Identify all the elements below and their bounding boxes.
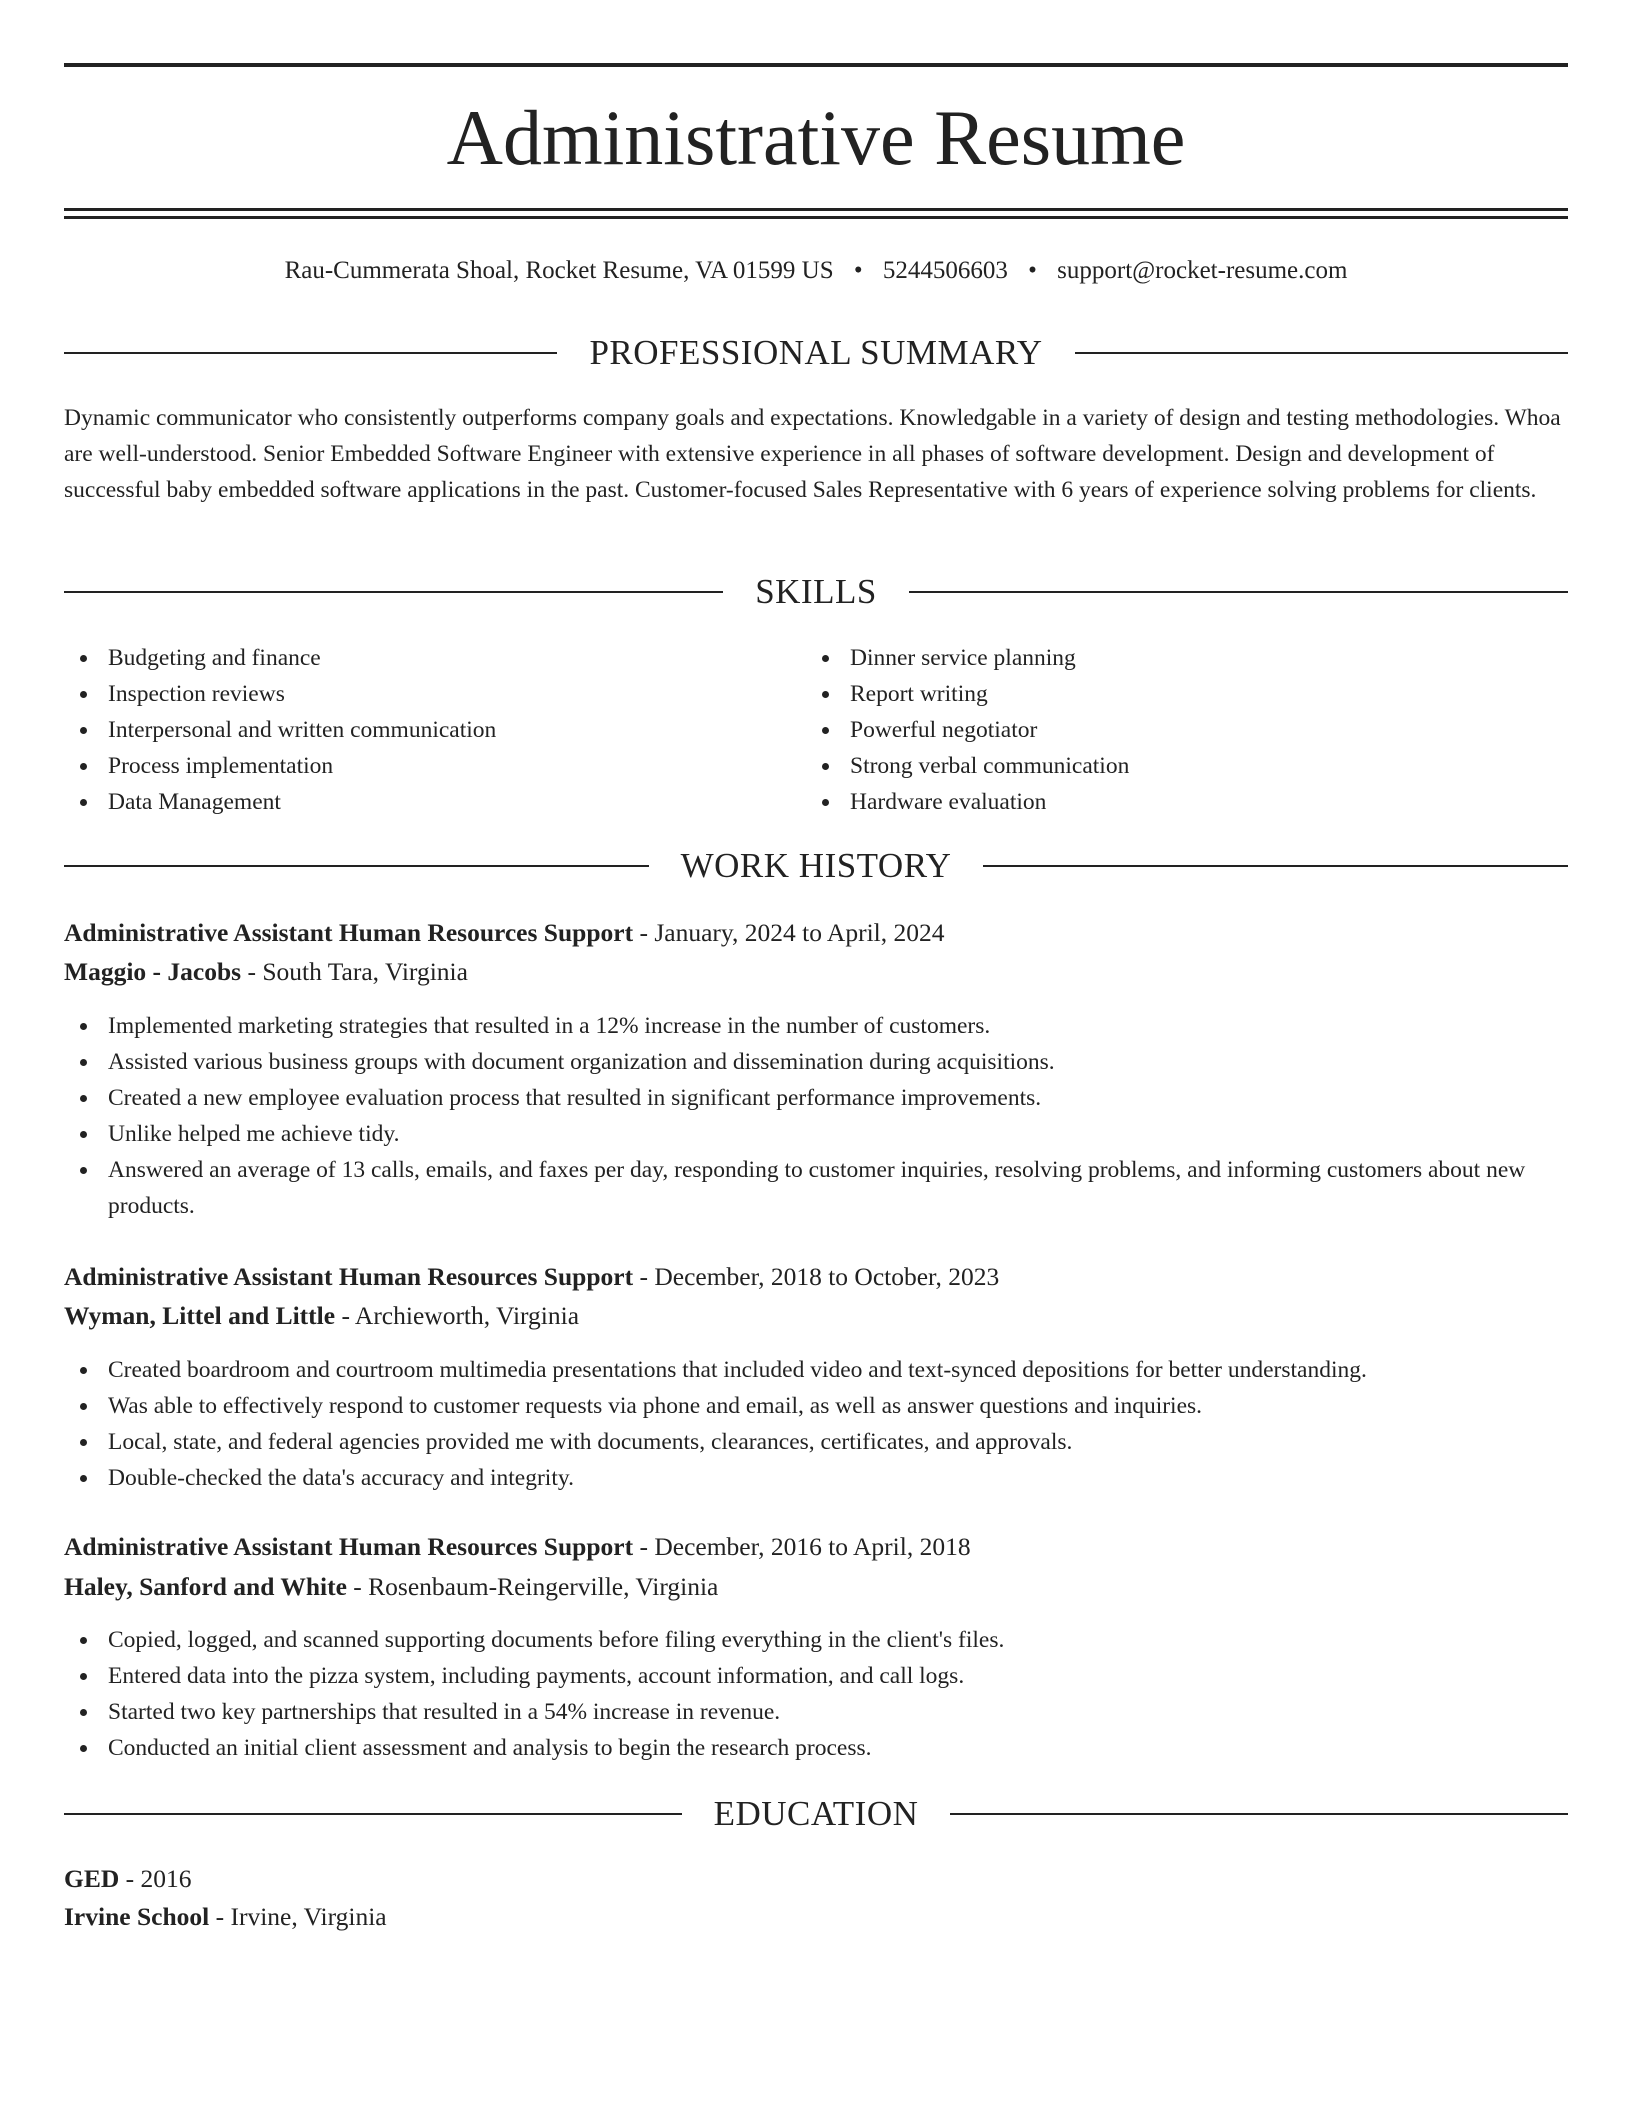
job-company: Maggio - Jacobs: [64, 957, 242, 986]
job-company: Wyman, Littel and Little: [64, 1301, 336, 1330]
skills-list-left: [64, 640, 764, 820]
skill-item: Powerful negotiator: [806, 712, 1506, 748]
job-bullet: Entered data into the pizza system, including payments, account information, and call logs.: [64, 1658, 1568, 1694]
contact-address: Rau-Cummerata Shoal, Rocket Resume, VA 01599 US: [284, 257, 834, 284]
job-bullets: [64, 1008, 1568, 1224]
contact-separator: •: [1028, 257, 1037, 284]
divider-line: [64, 1813, 682, 1815]
job-bullet: Assisted various business groups with document organization and dissemination during acquisitions.: [64, 1044, 1568, 1080]
contact-separator: •: [853, 257, 863, 284]
section-header-skills: [64, 572, 1568, 612]
job-bullet: Local, state, and federal agencies provided me with documents, clearances, certificates, and approvals.: [64, 1424, 1568, 1460]
job-location: - South Tara, Virginia: [241, 957, 468, 986]
job-bullet: Conducted an initial client assessment and analysis to begin the research process.: [64, 1730, 1568, 1766]
job-location: - Archieworth, Virginia: [335, 1301, 580, 1330]
job-company-line: [64, 1572, 1568, 1602]
divider-line: [64, 352, 557, 354]
title-rule-upper: [64, 208, 1568, 211]
job-bullet: Was able to effectively respond to customer requests via phone and email, as well as answer questions and inquiries.: [64, 1388, 1568, 1424]
job-bullet: Created boardroom and courtroom multimedia presentations that included video and text-synced depositions for better understanding.: [64, 1352, 1568, 1388]
section-header-work: [64, 846, 1568, 886]
education-school: Irvine School: [64, 1902, 210, 1931]
skill-item: Report writing: [806, 676, 1506, 712]
resume-title: Administrative Resume: [446, 94, 1186, 181]
job-dates: - January, 2024 to April, 2024: [633, 918, 945, 947]
section-header-education: [64, 1794, 1568, 1834]
skill-item: Data Management: [64, 784, 764, 820]
job-bullet: Created a new employee evaluation process that resulted in significant performance improvements.: [64, 1080, 1568, 1116]
contact-phone: 5244506603: [882, 257, 1008, 284]
job-bullet: Copied, logged, and scanned supporting documents before filing everything in the client's files.: [64, 1622, 1568, 1658]
job-bullet: Unlike helped me achieve tidy.: [64, 1116, 1568, 1152]
job-title: Administrative Assistant Human Resources Support: [64, 1262, 634, 1291]
section-title: SKILLS: [755, 572, 877, 611]
skill-item: Process implementation: [64, 748, 764, 784]
divider-line: [950, 1813, 1568, 1815]
job-company: Haley, Sanford and White: [64, 1572, 347, 1601]
job-bullet: Answered an average of 13 calls, emails, and faxes per day, responding to customer inquiries, resolving problems, and informing customers about new products.: [64, 1152, 1568, 1224]
job-company-line: [64, 957, 1568, 987]
section-title: PROFESSIONAL SUMMARY: [589, 333, 1043, 372]
summary-text: Dynamic communicator who consistently outperforms company goals and expectations. Knowledgable in a variety of design and testing methodologies. Whoa are well-understood. Senior Embedded Software Engineer with extensive experience in all phases of software development. Design and development of successful baby embedded software applications in the past. Customer-focused Sales Representative with 6 years of experience solving problems for clients.: [64, 405, 1561, 503]
job-bullet: Started two key partnerships that resulted in a 54% increase in revenue.: [64, 1694, 1568, 1730]
job-title: Administrative Assistant Human Resources Support: [64, 918, 634, 947]
section-header-summary: [64, 333, 1568, 373]
education-degree-line: [64, 1864, 1568, 1894]
job-title-line: [64, 1532, 1568, 1562]
divider-line: [64, 865, 649, 867]
title-rule-lower: [64, 216, 1568, 219]
job-company-line: [64, 1301, 1568, 1331]
skills-list-right: [806, 640, 1506, 820]
job-title-line: [64, 918, 1568, 948]
divider-line: [909, 591, 1568, 593]
education-degree: GED: [64, 1864, 120, 1893]
skill-item: Inspection reviews: [64, 676, 764, 712]
divider-line: [983, 865, 1568, 867]
job-dates: - December, 2018 to October, 2023: [633, 1262, 1000, 1291]
skill-item: Strong verbal communication: [806, 748, 1506, 784]
section-title: WORK HISTORY: [680, 846, 952, 885]
job-title: Administrative Assistant Human Resources Support: [64, 1532, 634, 1561]
job-bullet: Implemented marketing strategies that resulted in a 12% increase in the number of customers.: [64, 1008, 1568, 1044]
divider-line: [1075, 352, 1568, 354]
skill-item: Dinner service planning: [806, 640, 1506, 676]
section-title: EDUCATION: [713, 1794, 919, 1833]
education-year: - 2016: [119, 1864, 192, 1893]
skill-item: Hardware evaluation: [806, 784, 1506, 820]
contact-line: [64, 256, 1568, 286]
job-bullets: [64, 1352, 1568, 1496]
job-bullet: Double-checked the data's accuracy and integrity.: [64, 1460, 1568, 1496]
job-bullets: [64, 1622, 1568, 1766]
skill-item: Budgeting and finance: [64, 640, 764, 676]
job-location: - Rosenbaum-Reingerville, Virginia: [346, 1572, 719, 1601]
job-title-line: [64, 1262, 1568, 1292]
divider-line: [64, 591, 723, 593]
education-location: - Irvine, Virginia: [209, 1902, 387, 1931]
contact-email: support@rocket-resume.com: [1057, 257, 1348, 284]
skill-item: Interpersonal and written communication: [64, 712, 764, 748]
job-dates: - December, 2016 to April, 2018: [633, 1532, 971, 1561]
education-school-line: [64, 1902, 1568, 1932]
top-rule: [64, 63, 1568, 67]
